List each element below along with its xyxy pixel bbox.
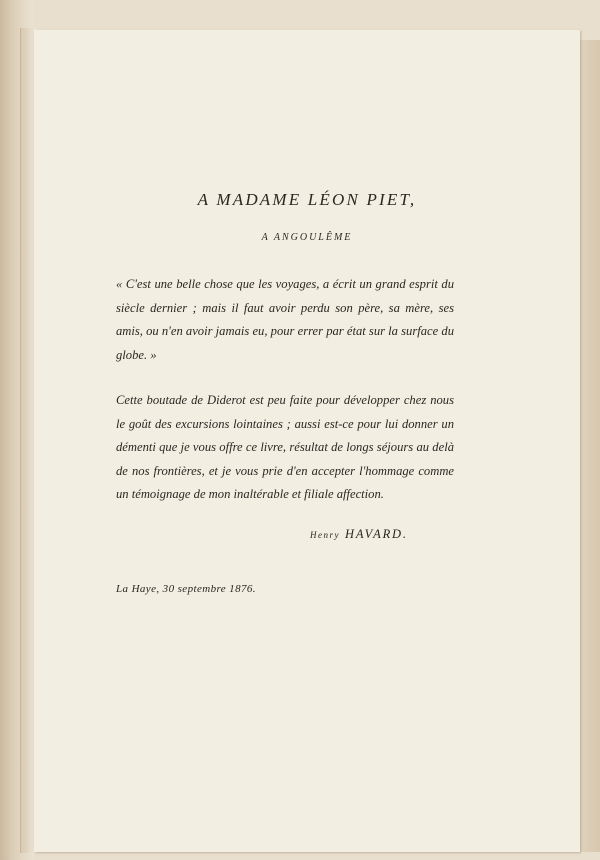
book-page: [34, 30, 580, 852]
body-paragraph: Cette boutade de Diderot est peu faite pour développer chez nous le goût des excursions lointaines ; aussi est-ce pour lui donner un démenti que je vous offre ce livre, résultat de longs séjours au delà de nos frontières, et je vous prie d'en accepter l'hommage comme un témoignage de mon inaltérable et filiale affection.: [116, 393, 454, 501]
author-signature: [310, 527, 408, 542]
dateline: La Haye, 30 septembre 1876.: [116, 583, 256, 595]
dedication-title: A MADAME LÉON PIET,: [197, 190, 417, 209]
page-right-edge: [580, 40, 600, 852]
dedication-location: A ANGOULÊME: [261, 232, 353, 243]
author-last-name: HAVARD.: [345, 527, 408, 541]
author-first-name: Henry: [310, 530, 340, 540]
quote-paragraph: « C'est une belle chose que les voyages, a écrit un grand esprit du siècle dernier ; mais il faut avoir perdu son père, sa mère, ses amis, ou n'en avoir jamais eu, pour errer par état sur la surface du globe. »: [116, 277, 454, 362]
